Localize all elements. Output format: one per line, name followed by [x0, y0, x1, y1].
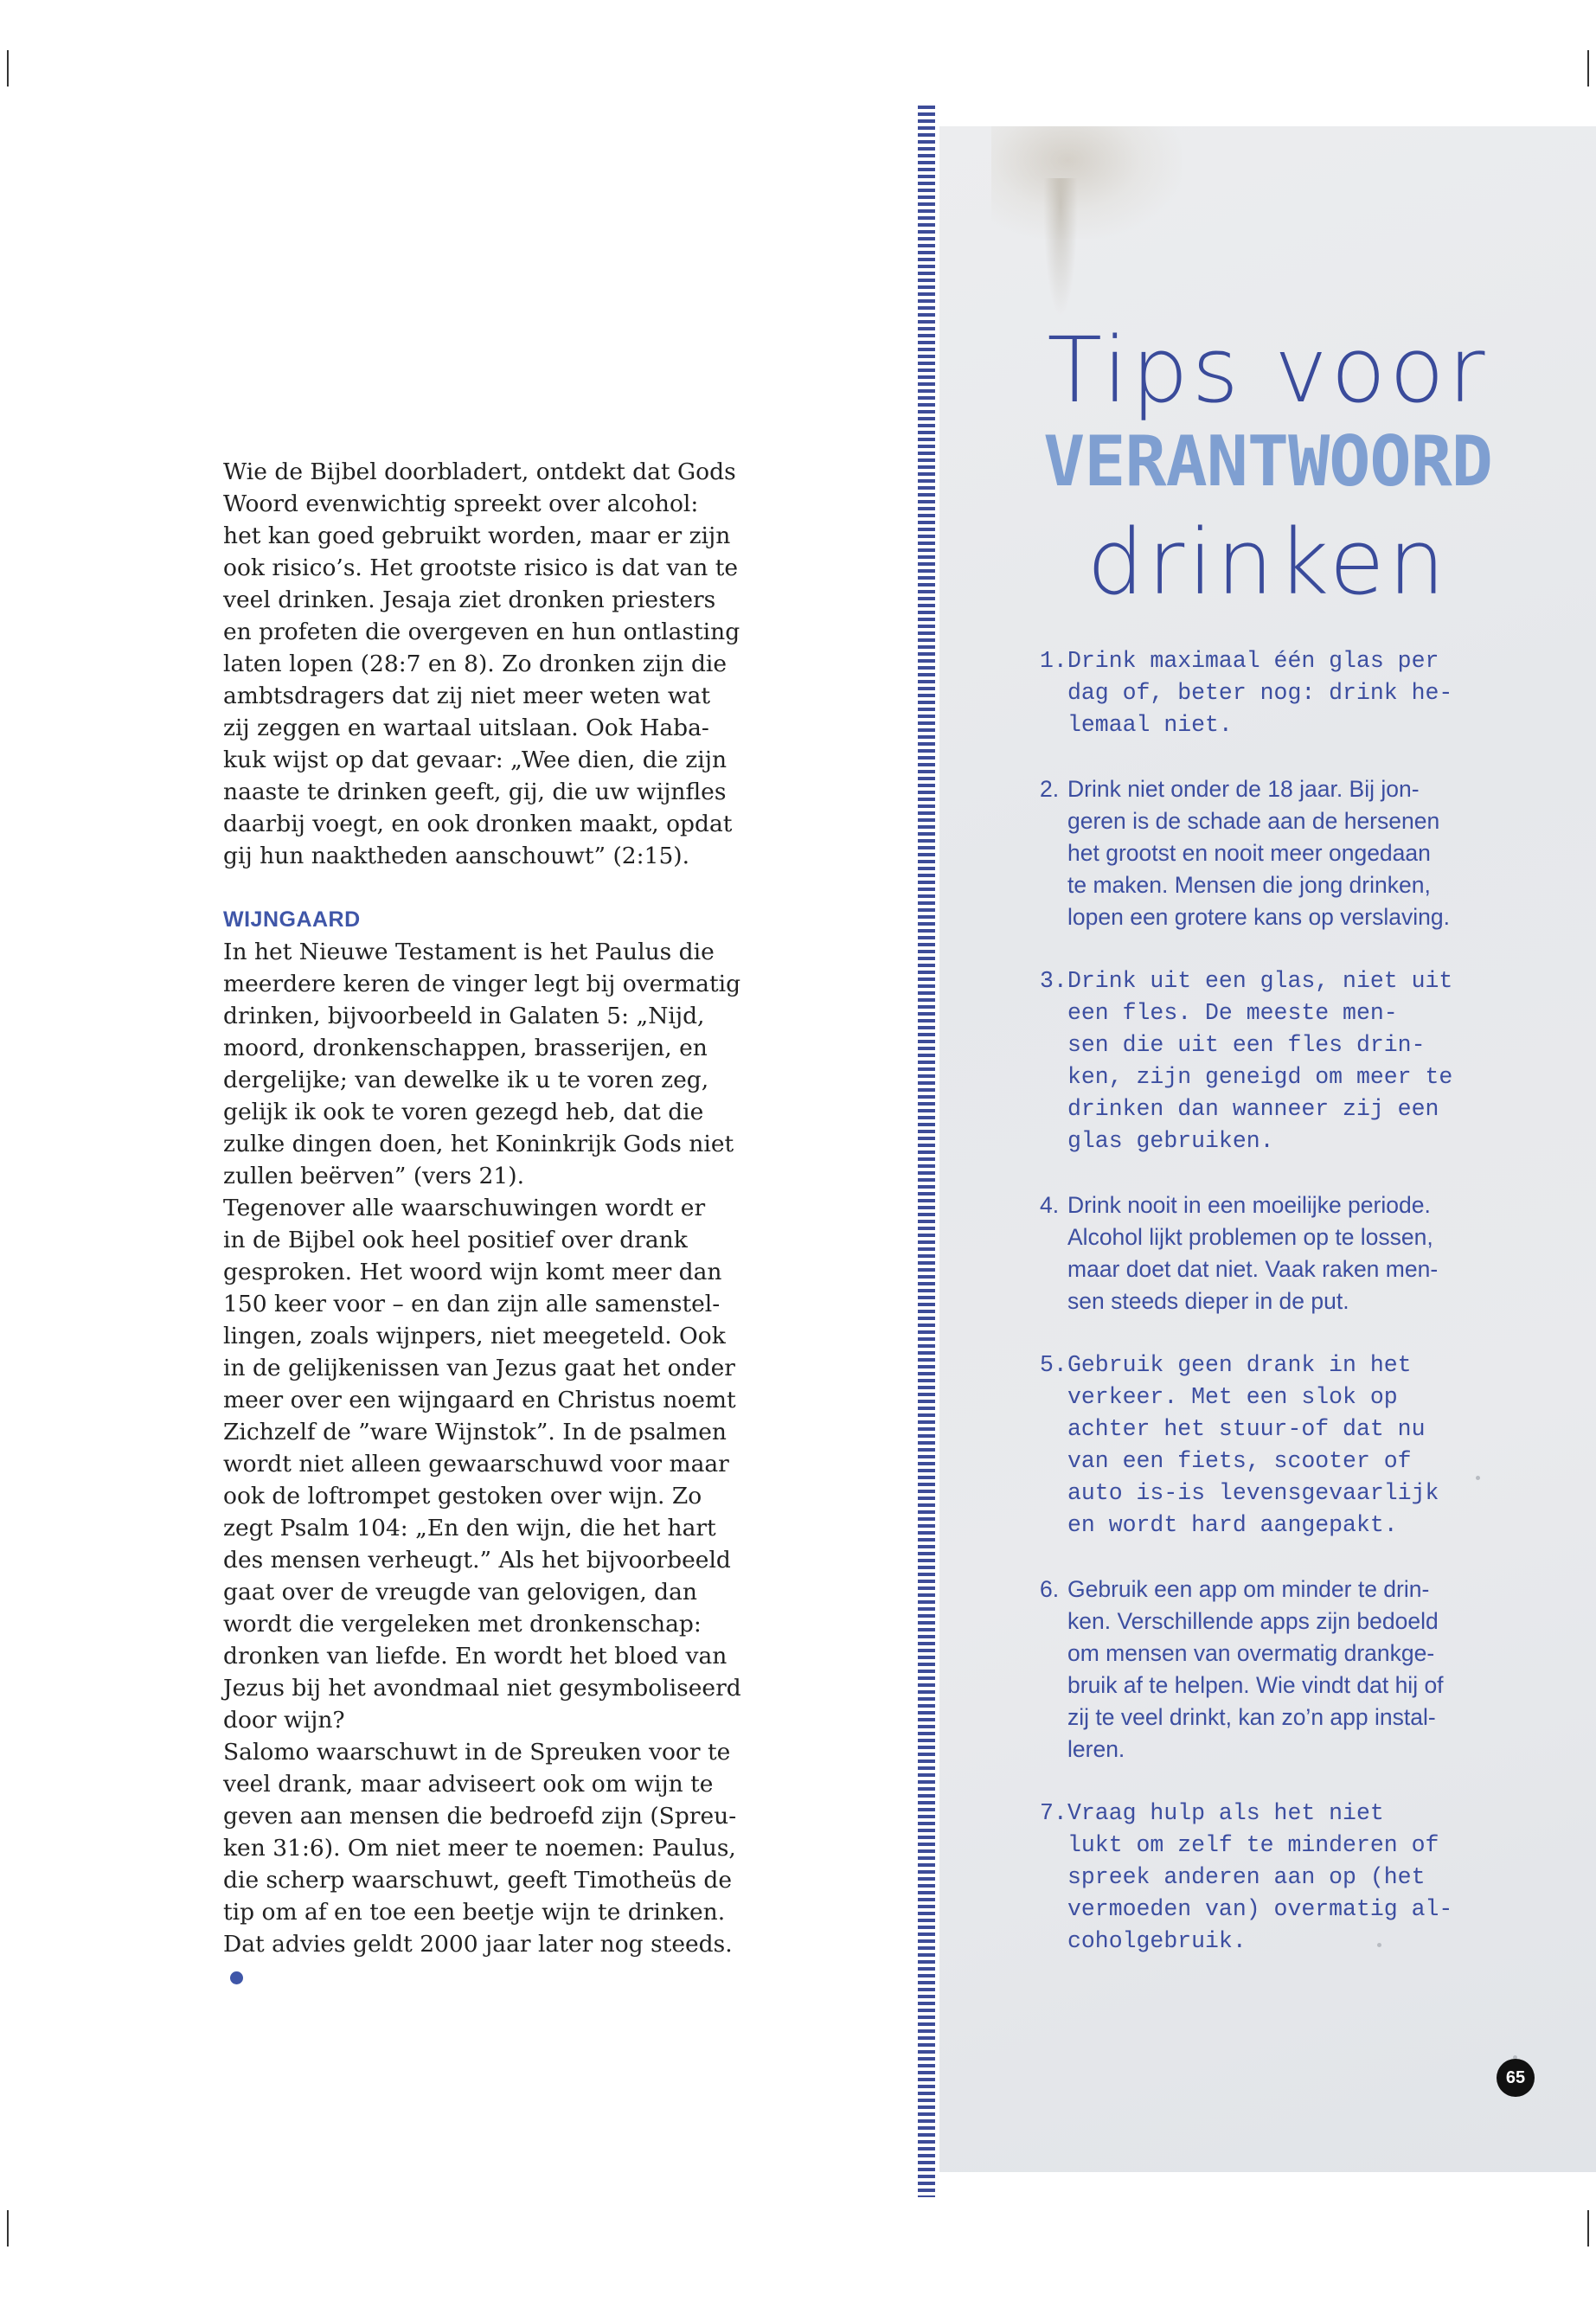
coffee-stain	[991, 126, 1182, 239]
crop-mark	[7, 50, 9, 87]
article-line: ambtsdragers dat zij niet meer weten wat	[223, 683, 711, 709]
article-line: veel drinken. Jesaja ziet dronken priesters	[223, 586, 716, 613]
tips-list	[1040, 645, 1576, 1958]
last-line-text: Dat advies geldt 2000 jaar later nog steeds.	[223, 1931, 733, 1958]
article-line: laten lopen (28:7 en 8). Zo dronken zijn die	[223, 651, 727, 677]
article-line: Zichzelf de ”ware Wijnstok”. In de psalmen	[223, 1419, 727, 1445]
tip-item	[1040, 1189, 1576, 1317]
tip-item	[1040, 645, 1576, 741]
coffee-drip	[1043, 178, 1078, 317]
article-line: kuk wijst op dat gevaar: „Wee dien, die zijn	[223, 747, 727, 773]
tip-item	[1040, 1574, 1576, 1766]
tip-line: verkeer. Met een slok op	[1067, 1384, 1398, 1410]
article-line: dronken van liefde. En wordt het bloed van	[223, 1643, 727, 1670]
tip-line: een fles. De meeste men-	[1067, 1000, 1398, 1026]
tip-line: Drink niet onder de 18 jaar. Bij jon-	[1067, 776, 1420, 802]
tips-panel	[939, 126, 1596, 2172]
tip-number: 7.	[1040, 1800, 1067, 1826]
article-line: ook risico’s. Het grootste risico is dat van te	[223, 554, 739, 581]
page-number-badge: 65	[1497, 2059, 1535, 2097]
article-line: wordt niet alleen gewaarschuwd voor maar	[223, 1451, 729, 1477]
panel-title-line-1: Tips voor	[1047, 317, 1489, 423]
article-line: wordt die vergeleken met dronkenschap:	[223, 1611, 702, 1638]
article-line: zulke dingen doen, het Koninkrijk Gods niet	[223, 1131, 734, 1157]
tip-line: Drink nooit in een moeilijke periode.	[1067, 1192, 1431, 1218]
tip-line: ken, zijn geneigd om meer te	[1067, 1064, 1453, 1090]
tip-number: 1.	[1040, 648, 1067, 674]
article-line: gij hun naaktheden aanschouwt” (2:15).	[223, 843, 690, 869]
tip-line: ken. Verschillende apps zijn bedoeld	[1067, 1608, 1439, 1634]
tip-line: van een fiets, scooter of	[1067, 1448, 1412, 1474]
tip-line: Drink maximaal één glas per	[1067, 648, 1439, 674]
panel-title-line-3: drinken	[1086, 510, 1449, 615]
tip-line: maar doet dat niet. Vaak raken men-	[1067, 1256, 1439, 1282]
article-intro	[223, 456, 742, 872]
article-line: die scherp waarschuwt, geeft Timotheüs de	[223, 1867, 733, 1894]
article-last-line	[223, 1928, 742, 1992]
tip-line: drinken dan wanneer zij een	[1067, 1096, 1439, 1122]
tip-line: Alcohol lijkt problemen op te lossen,	[1067, 1224, 1433, 1250]
article-line: en profeten die overgeven en hun ontlasting	[223, 619, 740, 645]
tip-line: lopen een grotere kans op verslaving.	[1067, 904, 1450, 930]
article-line: in de Bijbel ook heel positief over drank	[223, 1227, 688, 1253]
article-line: zij zeggen en wartaal uitslaan. Ook Haba-	[223, 715, 709, 741]
tip-line: lemaal niet.	[1067, 712, 1233, 738]
article-line: zegt Psalm 104: „En den wijn, die het hart	[223, 1515, 716, 1541]
tip-line: sen steeds dieper in de put.	[1067, 1288, 1349, 1314]
tip-line: het grootst en nooit meer ongedaan	[1067, 840, 1431, 866]
article-line: lingen, zoals wijnpers, niet meegeteld. Ook	[223, 1323, 726, 1349]
tip-line: Gebruik een app om minder te drin-	[1067, 1576, 1430, 1602]
article-line: ook de loftrompet gestoken over wijn. Zo	[223, 1483, 702, 1509]
tip-line: Gebruik geen drank in het	[1067, 1352, 1412, 1378]
article-line: meerdere keren de vinger legt bij overmatig	[223, 971, 741, 997]
article-line: moord, dronkenschappen, brasserijen, en	[223, 1035, 708, 1061]
article-line: zullen beërven” (vers 21).	[223, 1163, 525, 1189]
section-heading: WIJNGAARD	[223, 907, 361, 932]
article-line: het kan goed gebruikt worden, maar er zijn	[223, 522, 731, 549]
article-line: Woord evenwichtig spreekt over alcohol:	[223, 490, 699, 517]
article-line: daarbij voegt, en ook dronken maakt, opdat	[223, 811, 733, 837]
article-line: gesproken. Het woord wijn komt meer dan	[223, 1259, 722, 1285]
tip-line: zij te veel drinkt, kan zo’n app instal-	[1067, 1704, 1436, 1730]
article-line: gelijk ik ook te voren gezegd heb, dat die	[223, 1099, 704, 1125]
tip-line: sen die uit een fles drin-	[1067, 1032, 1426, 1058]
tip-line: coholgebruik.	[1067, 1928, 1247, 1954]
article-line: Salomo waarschuwt in de Spreuken voor te	[223, 1739, 731, 1766]
tip-item	[1040, 1798, 1576, 1958]
article-line: dergelijke; van dewelke ik u te voren zeg,	[223, 1067, 709, 1093]
article-line: 150 keer voor – en dan zijn alle samenstel-	[223, 1291, 721, 1317]
crop-mark	[1587, 2210, 1589, 2247]
article-line: In het Nieuwe Testament is het Paulus die	[223, 939, 715, 965]
tip-line: geren is de schade aan de hersenen	[1067, 808, 1440, 834]
tip-line: vermoeden van) overmatig al-	[1067, 1896, 1453, 1922]
panel-title-line-2: VERANTWOORD	[1043, 421, 1492, 502]
article-column	[223, 456, 742, 1992]
article-line: gaat over de vreugde van gelovigen, dan	[223, 1579, 697, 1606]
article-line: des mensen verheugt.” Als het bijvoorbeeld	[223, 1547, 731, 1574]
article-line: veel drank, maar adviseert ook om wijn te	[223, 1771, 714, 1798]
tip-number: 4.	[1040, 1192, 1060, 1218]
article-line: geven aan mensen die bedroefd zijn (Spreu-	[223, 1803, 737, 1830]
article-line: tip om af en toe een beetje wijn te drinken.	[223, 1899, 726, 1926]
tip-line: te maken. Mensen die jong drinken,	[1067, 872, 1431, 898]
tip-number: 3.	[1040, 968, 1067, 994]
tip-line: glas gebruiken.	[1067, 1128, 1274, 1154]
end-mark-icon	[230, 1971, 243, 1984]
tip-number: 5.	[1040, 1352, 1067, 1378]
article-line: meer over een wijngaard en Christus noemt	[223, 1387, 736, 1413]
tip-number: 2.	[1040, 776, 1060, 802]
article-line: Wie de Bijbel doorbladert, ontdekt dat Gods	[223, 458, 736, 485]
tip-line: spreek anderen aan op (het	[1067, 1864, 1426, 1890]
article-line: Tegenover alle waarschuwingen wordt er	[223, 1195, 706, 1221]
crop-mark	[1587, 50, 1589, 87]
tip-line: om mensen van overmatig drankge-	[1067, 1640, 1435, 1666]
article-line: Jezus bij het avondmaal niet gesymboliseerd	[223, 1675, 741, 1702]
tip-line: leren.	[1067, 1736, 1125, 1762]
tip-line: Vraag hulp als het niet	[1067, 1800, 1384, 1826]
tip-line: achter het stuur-of dat nu	[1067, 1416, 1426, 1442]
crop-mark	[7, 2210, 9, 2247]
tip-item	[1040, 773, 1576, 933]
paragraph-gap	[223, 872, 742, 904]
article-line: naaste te drinken geeft, gij, die uw wijnfles	[223, 779, 727, 805]
spiral-binding	[918, 106, 935, 2197]
tip-line: auto is-is levensgevaarlijk	[1067, 1480, 1439, 1506]
article-line: in de gelijkenissen van Jezus gaat het onder	[223, 1355, 735, 1381]
tip-number: 6.	[1040, 1576, 1060, 1602]
article-line: drinken, bijvoorbeeld in Galaten 5: „Nijd,	[223, 1003, 705, 1029]
tip-line: lukt om zelf te minderen of	[1067, 1832, 1439, 1858]
article-body	[223, 936, 742, 1928]
tip-line: bruik af te helpen. Wie vindt dat hij of	[1067, 1672, 1444, 1698]
article-line: ken 31:6). Om niet meer te noemen: Paulus,	[223, 1835, 736, 1862]
tip-line: dag of, beter nog: drink he-	[1067, 680, 1453, 706]
tip-line: Drink uit een glas, niet uit	[1067, 968, 1453, 994]
tip-item	[1040, 965, 1576, 1157]
tip-line: en wordt hard aangepakt.	[1067, 1512, 1398, 1538]
article-line: door wijn?	[223, 1707, 345, 1734]
tip-item	[1040, 1349, 1576, 1541]
